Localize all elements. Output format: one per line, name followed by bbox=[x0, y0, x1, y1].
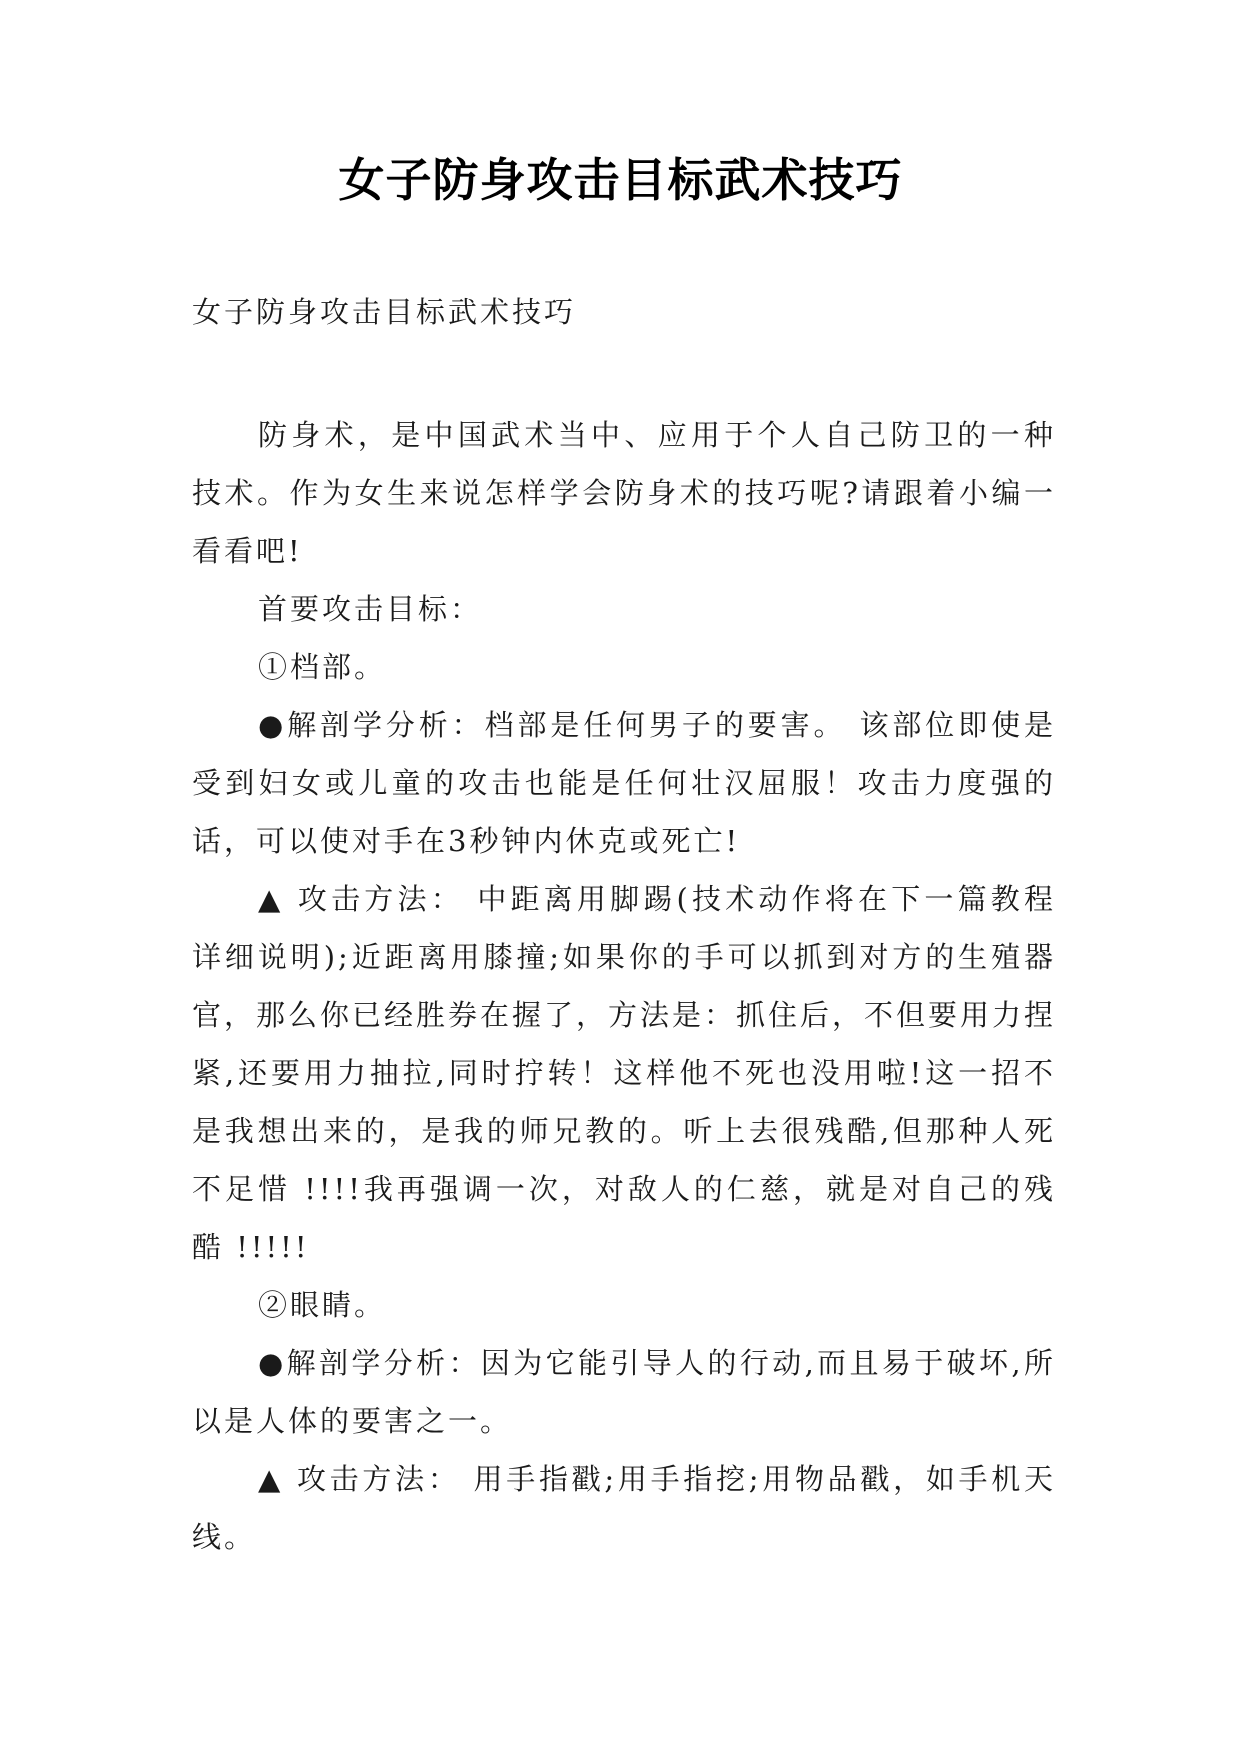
paragraph-groin-method: ▲ 攻击方法： 中距离用脚踢(技术动作将在下一篇教程详细说明);近距离用膝撞;如果你的手可以抓到对方的生殖器官，那么你已经胜券在握了，方法是：抓住后，不但要用力捏紧,还要用力抽拉,同时拧转！这样他不死也没用啦!这一招不是我想出来的，是我的师兄教的。听上去很残酷,但那种人死不足惜 !!!!我再强调一次，对敌人的仁慈，就是对自己的残酷 !!!!! bbox=[192, 882, 1057, 1264]
document-title: 女子防身攻击目标武术技巧 bbox=[338, 153, 903, 207]
paragraph-primary-targets: 首要攻击目标： bbox=[258, 592, 483, 626]
paragraph-target-groin: ①档部。 bbox=[258, 650, 387, 684]
paragraph-eyes-method: ▲ 攻击方法： 用手指戳;用手指挖;用物品戳，如手机天线。 bbox=[192, 1462, 1056, 1554]
paragraph-target-eyes: ②眼睛。 bbox=[258, 1288, 387, 1322]
paragraph-intro: 防身术，是中国武术当中、应用于个人自己防卫的一种技术。作为女生来说怎样学会防身术的技巧呢?请跟着小编一看看吧! bbox=[192, 418, 1056, 568]
paragraph-groin-analysis: ●解剖学分析：档部是任何男子的要害。 该部位即使是受到妇女或儿童的攻击也能是任何壮汉屈服！攻击力度强的话，可以使对手在3秒钟内休克或死亡! bbox=[192, 708, 1056, 858]
document-subtitle: 女子防身攻击目标武术技巧 bbox=[192, 295, 577, 329]
document-body bbox=[192, 406, 1056, 1566]
paragraph-eyes-analysis: ●解剖学分析：因为它能引导人的行动,而且易于破坏,所以是人体的要害之一。 bbox=[192, 1346, 1056, 1438]
